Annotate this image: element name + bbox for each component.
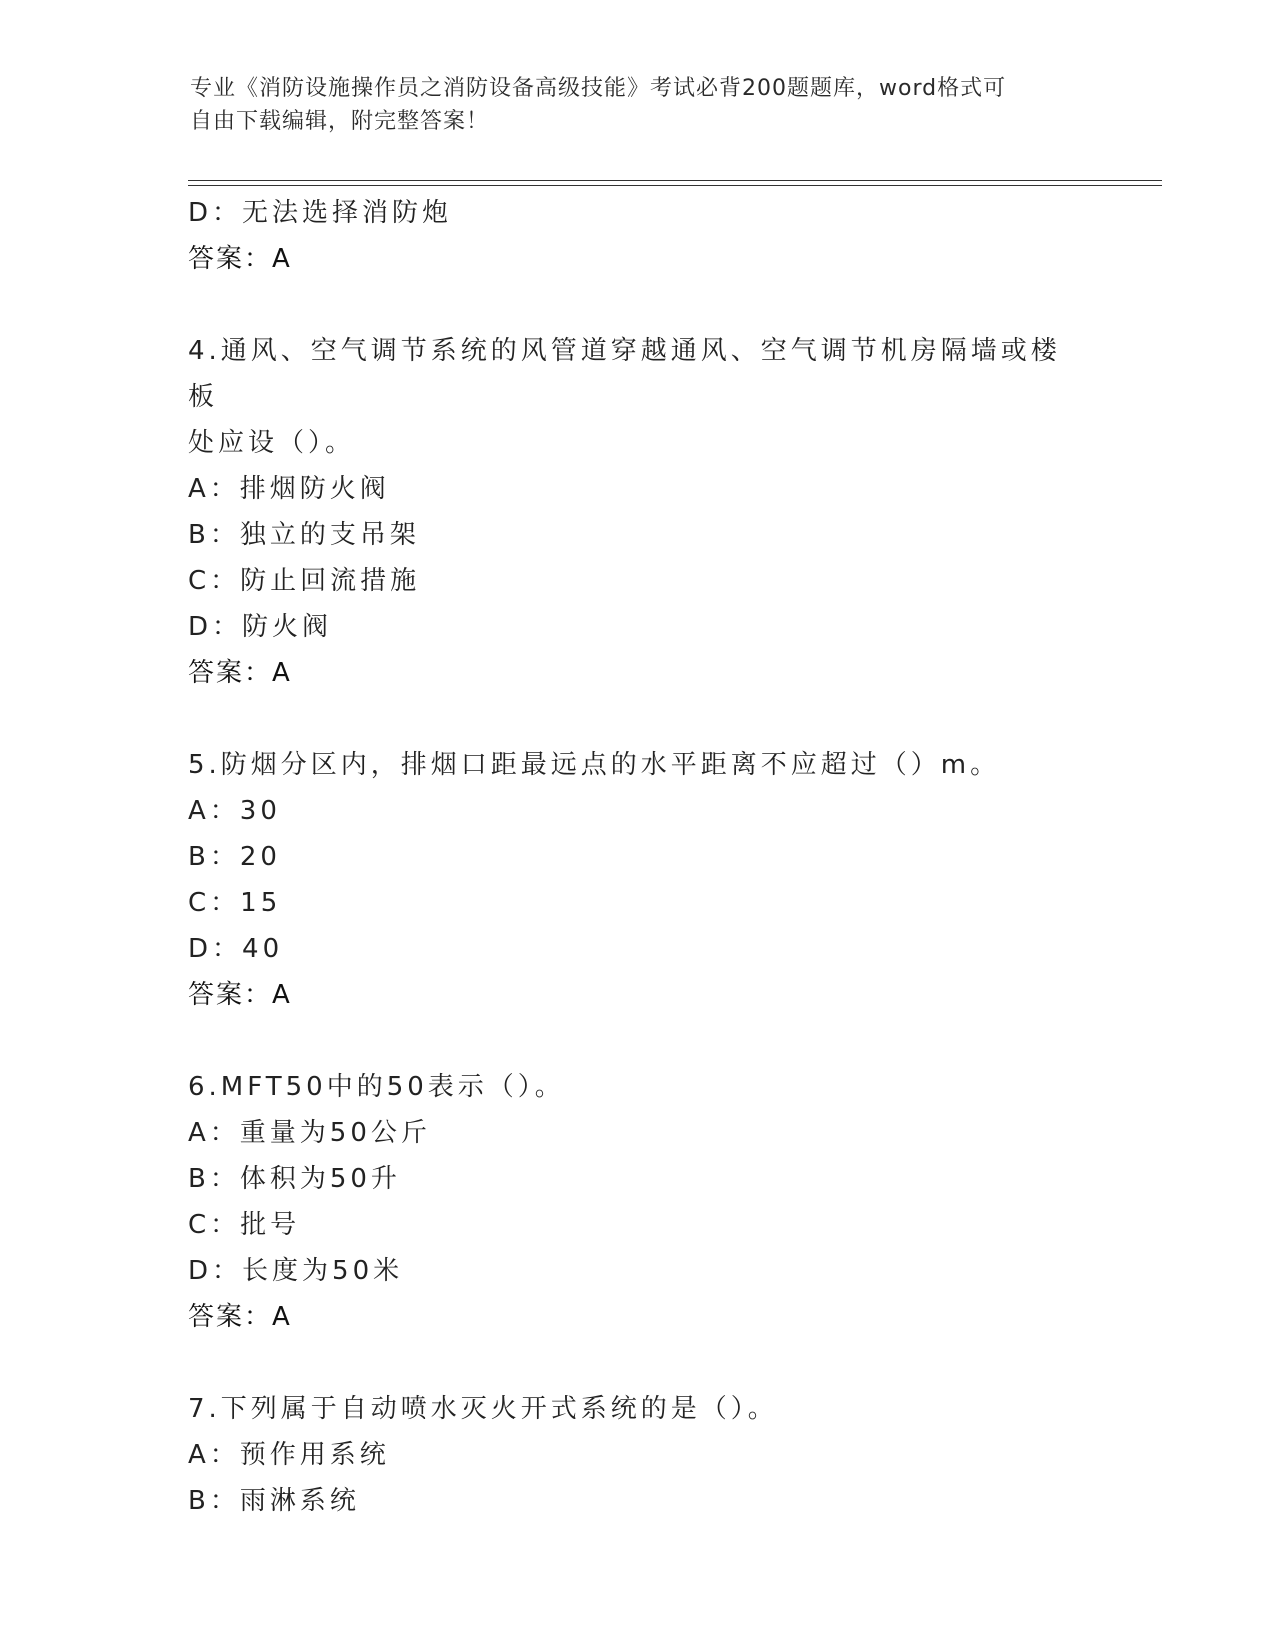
question-6 (188, 1064, 1088, 1340)
question-7 (188, 1386, 1088, 1524)
option-c: C：防止回流措施 (188, 566, 421, 596)
option-d: D：无法选择消防炮 (188, 198, 453, 228)
header-divider-bottom (188, 185, 1162, 186)
option-d: D：40 (188, 934, 284, 964)
question-text: 6.MFT50中的50表示（）。 (188, 1072, 565, 1102)
option-d: D：防火阀 (188, 612, 333, 642)
option-b: B：独立的支吊架 (188, 520, 420, 550)
header-line-1: 专业《消防设施操作员之消防设备高级技能》考试必背200题题库，word格式可 (190, 76, 1007, 101)
question-content (188, 190, 1088, 1524)
option-c: C：15 (188, 888, 282, 918)
question-text: 7.下列属于自动喷水灭火开式系统的是（）。 (188, 1394, 778, 1424)
option-b: B：20 (188, 842, 281, 872)
question-text-cont: 处应设（）。 (188, 428, 356, 458)
document-header (190, 72, 1090, 138)
option-b: B：雨淋系统 (188, 1486, 360, 1516)
answer-line: 答案：A (188, 980, 292, 1010)
question-text: 4.通风、空气调节系统的风管道穿越通风、空气调节机房隔墙或楼板 (188, 336, 1061, 412)
question-4 (188, 328, 1088, 696)
option-a: A：重量为50公斤 (188, 1118, 431, 1148)
question-5 (188, 742, 1088, 1018)
option-c: C：批号 (188, 1210, 301, 1240)
carryover-block (188, 190, 1088, 282)
answer-line: 答案：A (188, 244, 292, 274)
option-a: A：排烟防火阀 (188, 474, 390, 504)
answer-line: 答案：A (188, 1302, 292, 1332)
answer-line: 答案：A (188, 658, 292, 688)
option-d: D：长度为50米 (188, 1256, 404, 1286)
option-a: A：预作用系统 (188, 1440, 390, 1470)
header-divider-top (188, 180, 1162, 181)
option-b: B：体积为50升 (188, 1164, 401, 1194)
option-a: A：30 (188, 796, 281, 826)
question-text: 5.防烟分区内，排烟口距最远点的水平距离不应超过（）m。 (188, 750, 1001, 780)
header-line-2: 自由下载编辑，附完整答案！ (190, 109, 490, 134)
